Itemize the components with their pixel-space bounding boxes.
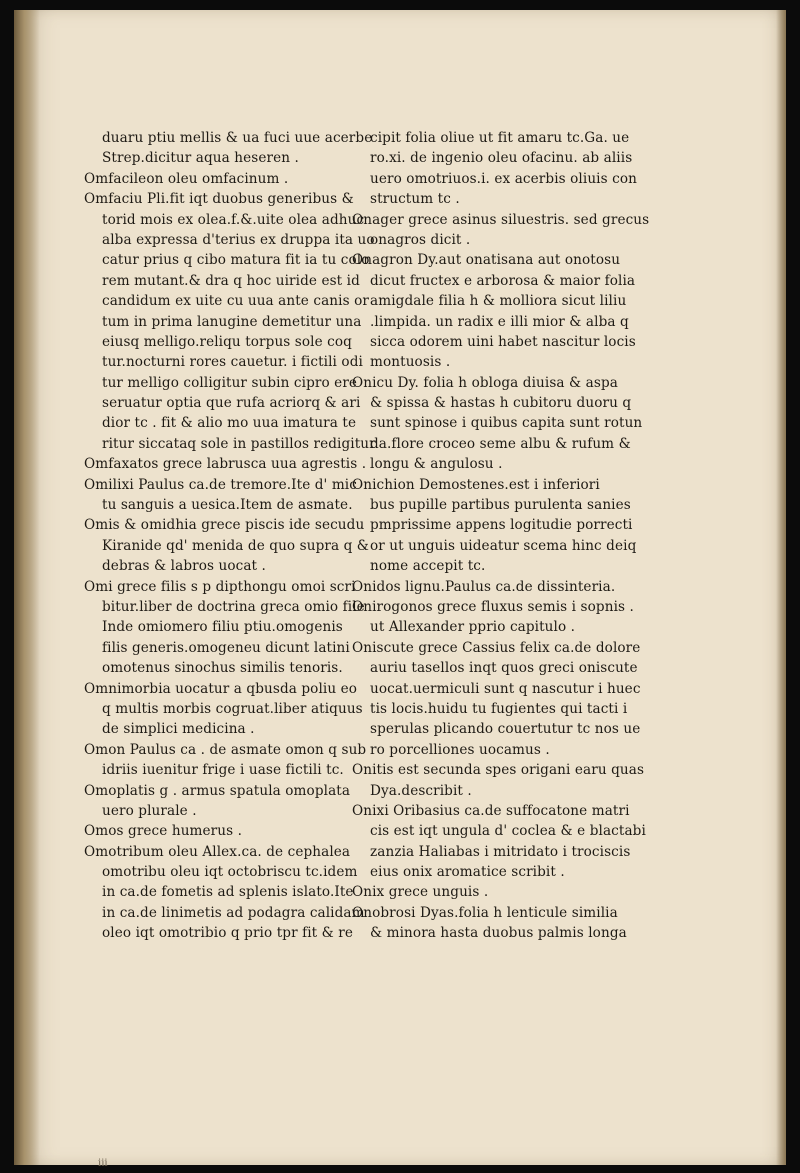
text-line: .limpida. un radix e illi mior & alba q: [370, 313, 629, 330]
text-line: pmprissime appens logitudie porrecti: [370, 517, 633, 534]
text-line: Onobrosi Dyas.folia h lenticule similia: [352, 904, 618, 921]
text-line: zanzia Haliabas i mitridato i trociscis: [370, 843, 631, 860]
text-line: Onixi Oribasius ca.de suffocatone matri: [352, 802, 630, 819]
text-line: omotribu oleu iqt octobriscu tc.idem: [102, 864, 358, 881]
text-line: tur.nocturni rores cauetur. i fictili odi: [102, 354, 363, 371]
text-line: Onirogonos grece fluxus semis i sopnis .: [352, 598, 634, 615]
text-line: catur prius q cibo matura fit ia tu colo: [102, 252, 370, 269]
text-line: bitur.liber de doctrina greca omio file: [102, 598, 365, 615]
signature-mark: iii: [98, 1158, 108, 1169]
text-line: uero omotriuos.i. ex acerbis oliuis con: [370, 170, 637, 187]
text-line: bus pupille partibus purulenta sanies: [370, 497, 631, 514]
text-line: amigdale filia h & molliora sicut liliu: [370, 293, 627, 310]
text-line: in ca.de linimetis ad podagra calidam: [102, 904, 365, 921]
text-line: sicca odorem uini habet nascitur locis: [370, 333, 636, 350]
text-line: Onitis est secunda spes origani earu quas: [352, 762, 645, 779]
text-line: q multis morbis cogruat.liber atiquus: [102, 700, 363, 717]
text-line: tur melligo colligitur subin cipro ere: [102, 374, 358, 391]
text-line: Omfaxatos grece labrusca uua agrestis .: [84, 456, 367, 473]
text-line: & spissa & hastas h cubitoru duoru q: [370, 395, 632, 412]
text-line: rem mutant.& dra q hoc uiride est id: [102, 272, 360, 289]
text-line: in ca.de fometis ad splenis islato.Ite: [102, 884, 354, 901]
text-line: candidum ex uite cu uua ante canis or: [102, 293, 369, 310]
text-line: cipit folia oliue ut fit amaru tc.Ga. ue: [370, 130, 630, 146]
text-line: eiusq melligo.reliqu torpus sole coq: [102, 333, 352, 350]
text-line: seruatur optia que rufa acriorq & ari: [102, 395, 361, 412]
right-text-column: [352, 128, 650, 944]
text-line: debras & labros uocat .: [102, 558, 266, 575]
text-line: onagros dicit .: [370, 231, 471, 248]
text-line: Onager grece asinus siluestris. sed grecus: [352, 211, 650, 228]
text-line: Kiranide qd' menida de quo supra q &: [102, 537, 370, 554]
text-line: dior tc . fit & alio mo uua imatura te: [102, 415, 357, 432]
text-line: omotenus sinochus similis tenoris.: [102, 660, 343, 677]
text-line: ut Allexander pprio capitulo .: [370, 619, 576, 636]
text-line: Omilixi Paulus ca.de tremore.Ite d' mic: [84, 476, 357, 493]
text-line: oleo iqt omotribio q prio tpr fit & re: [102, 925, 354, 942]
text-line: structum tc .: [370, 191, 460, 208]
text-line: Onagron Dy.aut onatisana aut onotosu: [352, 252, 621, 269]
text-line: Omos grece humerus .: [84, 823, 243, 840]
text-line: nome accepit tc.: [370, 558, 486, 575]
text-line: Oniscute grece Cassius felix ca.de dolore: [352, 639, 641, 656]
text-line: dicut fructex e arborosa & maior folia: [370, 272, 636, 289]
text-line: uocat.uermiculi sunt q nascutur i huec: [370, 680, 641, 697]
text-line: Omotribum oleu Allex.ca. de cephalea: [84, 843, 351, 860]
text-line: sunt spinose i quibus capita sunt rotun: [370, 415, 643, 432]
book-page: [14, 10, 786, 1169]
text-line: tis locis.huidu tu fugientes qui tacti i: [370, 700, 628, 717]
text-line: Onicu Dy. folia h obloga diuisa & aspa: [352, 374, 618, 391]
text-line: da.flore croceo seme albu & rufum &: [370, 435, 631, 452]
text-line: Omfacileon oleu omfacinum .: [84, 170, 289, 187]
text-line: duaru ptiu mellis & ua fuci uue acerbe: [102, 130, 373, 146]
text-line: Omis & omidhia grece piscis ide secudu: [84, 517, 365, 534]
text-line: sperulas plicando couertutur tc nos ue: [370, 721, 641, 738]
text-line: tum in prima lanugine demetitur una: [102, 313, 362, 330]
text-line: ro porcelliones uocamus .: [370, 741, 550, 758]
binding-gutter: [14, 10, 40, 1165]
text-line: Onichion Demostenes.est i inferiori: [352, 476, 600, 493]
text-line: cis est iqt ungula d' coclea & e blactabi: [370, 823, 646, 840]
text-line: tu sanguis a uesica.Item de asmate.: [102, 497, 353, 514]
text-line: Omon Paulus ca . de asmate omon q sub: [84, 741, 367, 758]
text-line: idriis iuenitur frige i uase fictili tc.: [102, 762, 344, 779]
text-line: Inde omiomero filiu ptiu.omogenis: [102, 619, 343, 636]
text-line: Onix grece unguis .: [352, 884, 489, 901]
text-line: Omi grece filis s p dipthongu omoi scri: [84, 578, 356, 595]
text-line: de simplici medicina .: [102, 721, 255, 738]
text-line: torid mois ex olea.f.&.uite olea adhuc: [102, 211, 365, 228]
text-line: Onidos lignu.Paulus ca.de dissinteria.: [352, 578, 616, 595]
text-line: eius onix aromatice scribit .: [370, 864, 565, 881]
page-edge: [776, 10, 786, 1165]
text-line: filis generis.omogeneu dicunt latini: [102, 639, 350, 656]
text-line: auriu tasellos inqt quos greci oniscute: [370, 660, 638, 677]
text-line: ritur siccataq sole in pastillos redigitur: [102, 435, 376, 452]
text-line: Dya.describit .: [370, 782, 472, 799]
text-line: Strep.dicitur aqua heseren .: [102, 150, 299, 167]
text-line: & minora hasta duobus palmis longa: [370, 925, 627, 942]
left-text-column: [84, 128, 376, 944]
text-line: alba expressa d'terius ex druppa ita uo: [102, 231, 375, 248]
text-line: Omfaciu Pli.fit iqt duobus generibus &: [84, 191, 354, 208]
text-line: ro.xi. de ingenio oleu ofacinu. ab aliis: [370, 150, 633, 167]
text-line: Omnimorbia uocatur a qbusda poliu eo: [84, 680, 358, 697]
text-line: or ut unguis uideatur scema hinc deiq: [370, 537, 637, 554]
text-line: uero plurale .: [102, 802, 197, 819]
text-line: montuosis .: [370, 354, 451, 371]
text-line: Omoplatis g . armus spatula omoplata: [84, 782, 351, 799]
text-line: longu & angulosu .: [370, 456, 503, 473]
